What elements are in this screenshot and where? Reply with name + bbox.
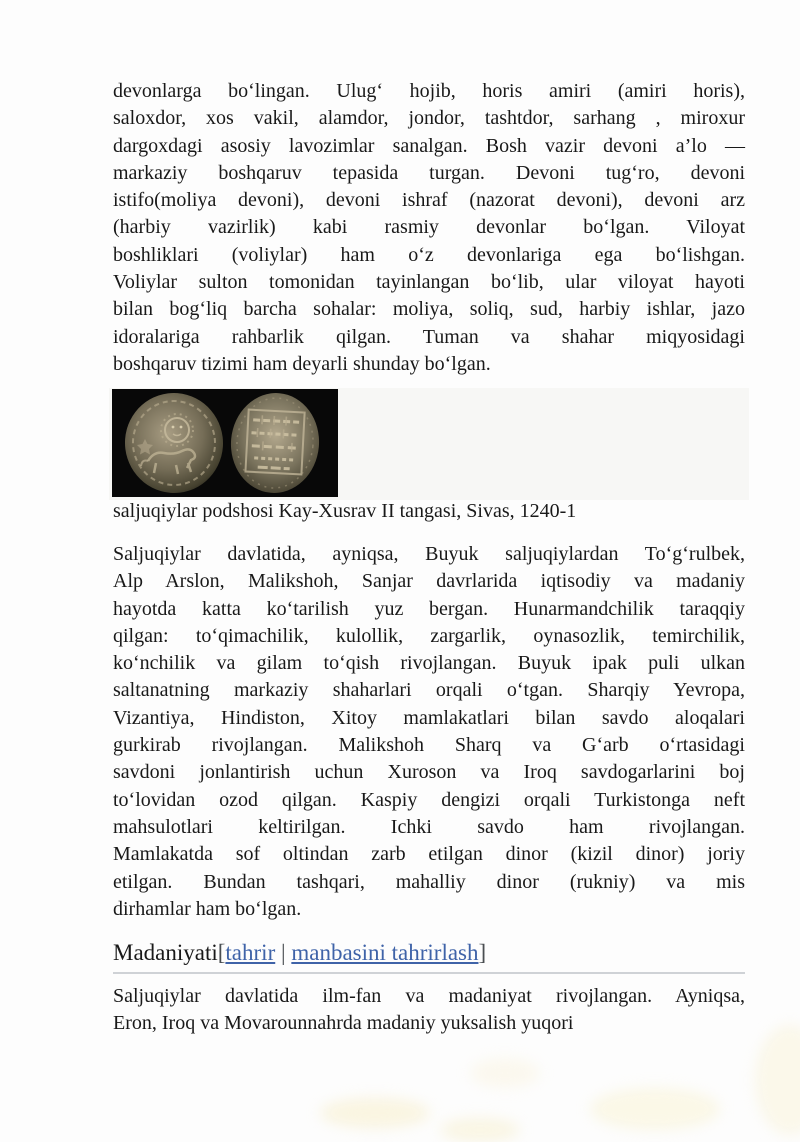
scan-artifact [590,1088,720,1130]
text-line: Saljuqiylar davlatida, ayniqsa, Buyuk saljuqiylardan To‘g‘rulbek, [113,541,745,568]
text-line: devonlarga bo‘lingan. Ulug‘ hojib, horis amiri (amiri horis), [113,78,745,105]
text-line: istifo(moliya devoni), devoni ishraf (nazorat devoni), devoni arz [113,187,745,214]
text-line: Eron, Iroq va Movarounnahrda madaniy yuksalish yuqori [113,1010,745,1037]
text-line: idoralariga rahbarlik qilgan. Tuman va shahar miqyosidagi [113,324,745,351]
paragraph-administration [113,78,745,378]
text-line: Mamlakatda sof oltindan zarb etilgan dinor (kizil dinor) joriy [113,841,745,868]
coin-photo[interactable] [112,389,338,497]
text-line: mahsulotlari keltirilgan. Ichki savdo ham rivojlangan. [113,814,745,841]
figure-caption: saljuqiylar podshosi Kay-Xusrav II tangasi, Sivas, 1240-1 [113,498,745,525]
paragraph-culture [113,983,745,1038]
text-line: qilgan: to‘qimachilik, kulollik, zargarlik, oynasozlik, temirchilik, [113,623,745,650]
text-line: Saljuqiylar davlatida ilm-fan va madaniyat rivojlangan. Ayniqsa, [113,983,745,1010]
text-line: bilan bog‘liq barcha sohalar: moliya, soliq, sud, harbiy ishlar, jazo [113,296,745,323]
coin-figure[interactable] [112,389,338,497]
scan-artifact [755,1025,800,1135]
edit-source-link[interactable]: manbasini tahrirlash [291,940,478,965]
edit-bracket-open: [ [218,940,226,965]
section-heading-madaniyati [113,938,745,974]
text-line: boshqaruv tizimi ham deyarli shunday bo‘lgan. [113,351,745,378]
scan-artifact [320,1098,430,1128]
section-title: Madaniyati [113,940,218,965]
text-line: boshliklari (voliylar) ham o‘z devonlariga ega bo‘lishgan. [113,242,745,269]
text-line: etilgan. Bundan tashqari, mahalliy dinor (rukniy) va mis [113,869,745,896]
text-line: dirhamlar ham bo‘lgan. [113,896,745,923]
text-line: saltanatning markaziy shaharlari orqali o‘tgan. Sharqiy Yevropa, [113,677,745,704]
text-line: Alp Arslon, Malikshoh, Sanjar davrlarida iqtisodiy va madaniy [113,568,745,595]
text-line: ko‘nchilik va gilam to‘qish rivojlangan. Buyuk ipak puli ulkan [113,650,745,677]
edit-bracket-close: ] [479,940,487,965]
text-line: Voliylar sulton tomonidan tayinlangan bo‘lib, ular viloyat hayoti [113,269,745,296]
text-line: saloxdor, xos vakil, alamdor, jondor, tashtdor, sarhang , miroxur [113,105,745,132]
paragraph-economy [113,541,745,923]
text-line: markaziy boshqaruv tepasida turgan. Devoni tug‘ro, devoni [113,160,745,187]
text-line: savdoni jonlantirish uchun Xuroson va Iroq savdogarlarini boj [113,759,745,786]
text-line: hayotda katta ko‘tarilish yuz bergan. Hunarmandchilik taraqqiy [113,596,745,623]
text-line: Vizantiya, Hindiston, Xitoy mamlakatlari bilan savdo aloqalari [113,705,745,732]
text-line: (harbiy vazirlik) kabi rasmiy devonlar bo‘lgan. Viloyat [113,214,745,241]
scan-artifact [470,1058,540,1088]
edit-divider: | [281,940,286,965]
scan-artifact [440,1118,520,1142]
text-line: to‘lovidan ozod qilgan. Kaspiy dengizi orqali Turkistonga neft [113,787,745,814]
edit-link[interactable]: tahrir [225,940,275,965]
text-line: gurkirab rivojlangan. Malikshoh Sharq va G‘arb o‘rtasidagi [113,732,745,759]
text-line: dargoxdagi asosiy lavozimlar sanalgan. Bosh vazir devoni a’lo — [113,133,745,160]
